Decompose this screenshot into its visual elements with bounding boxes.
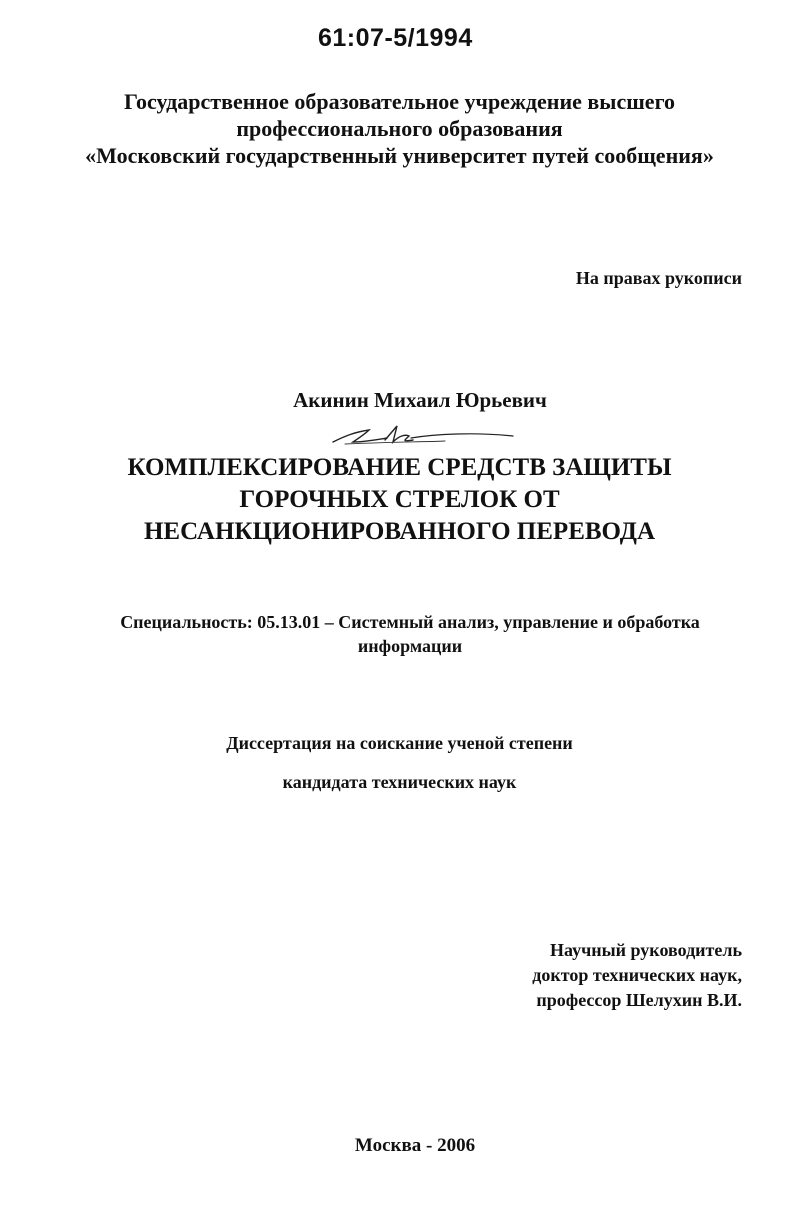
title-line: ГОРОЧНЫХ СТРЕЛОК ОТ [239,486,560,513]
signature-drawing [325,422,525,450]
city-year: Москва - 2006 [354,1135,476,1156]
catalog-number: 61:07-5/1994 [318,24,473,52]
supervisor-line: доктор технических наук, [532,965,742,985]
title-line: НЕСАНКЦИОНИРОВАННОГО ПЕРЕВОДА [143,518,656,545]
title-line: КОМПЛЕКСИРОВАНИЕ СРЕДСТВ ЗАЩИТЫ [127,454,672,481]
supervisor-line: Научный руководитель [550,940,742,960]
manuscript-note: На правах рукописи [575,268,742,288]
degree-block [0,724,799,802]
dissertation-title [0,452,799,548]
institution-line: профессионального образования [236,116,563,141]
author-signature [325,422,525,455]
supervisor-block [532,938,742,1013]
degree-line: Диссертация на соискание ученой степени [226,733,573,753]
specialty-line: Специальность: 05.13.01 – Системный анализ, управление и обработка [120,612,700,632]
institution-line: «Московский государственный университет путей сообщения» [85,143,714,168]
specialty-line: информации [357,636,463,656]
institution-line: Государственное образовательное учреждение высшего [123,89,676,114]
supervisor-line: профессор Шелухин В.И. [536,990,742,1010]
specialty-block [80,610,740,658]
degree-line: кандидата технических наук [282,772,517,792]
author-name: Акинин Михаил Юрьевич [293,388,547,412]
institution-block [0,88,799,169]
